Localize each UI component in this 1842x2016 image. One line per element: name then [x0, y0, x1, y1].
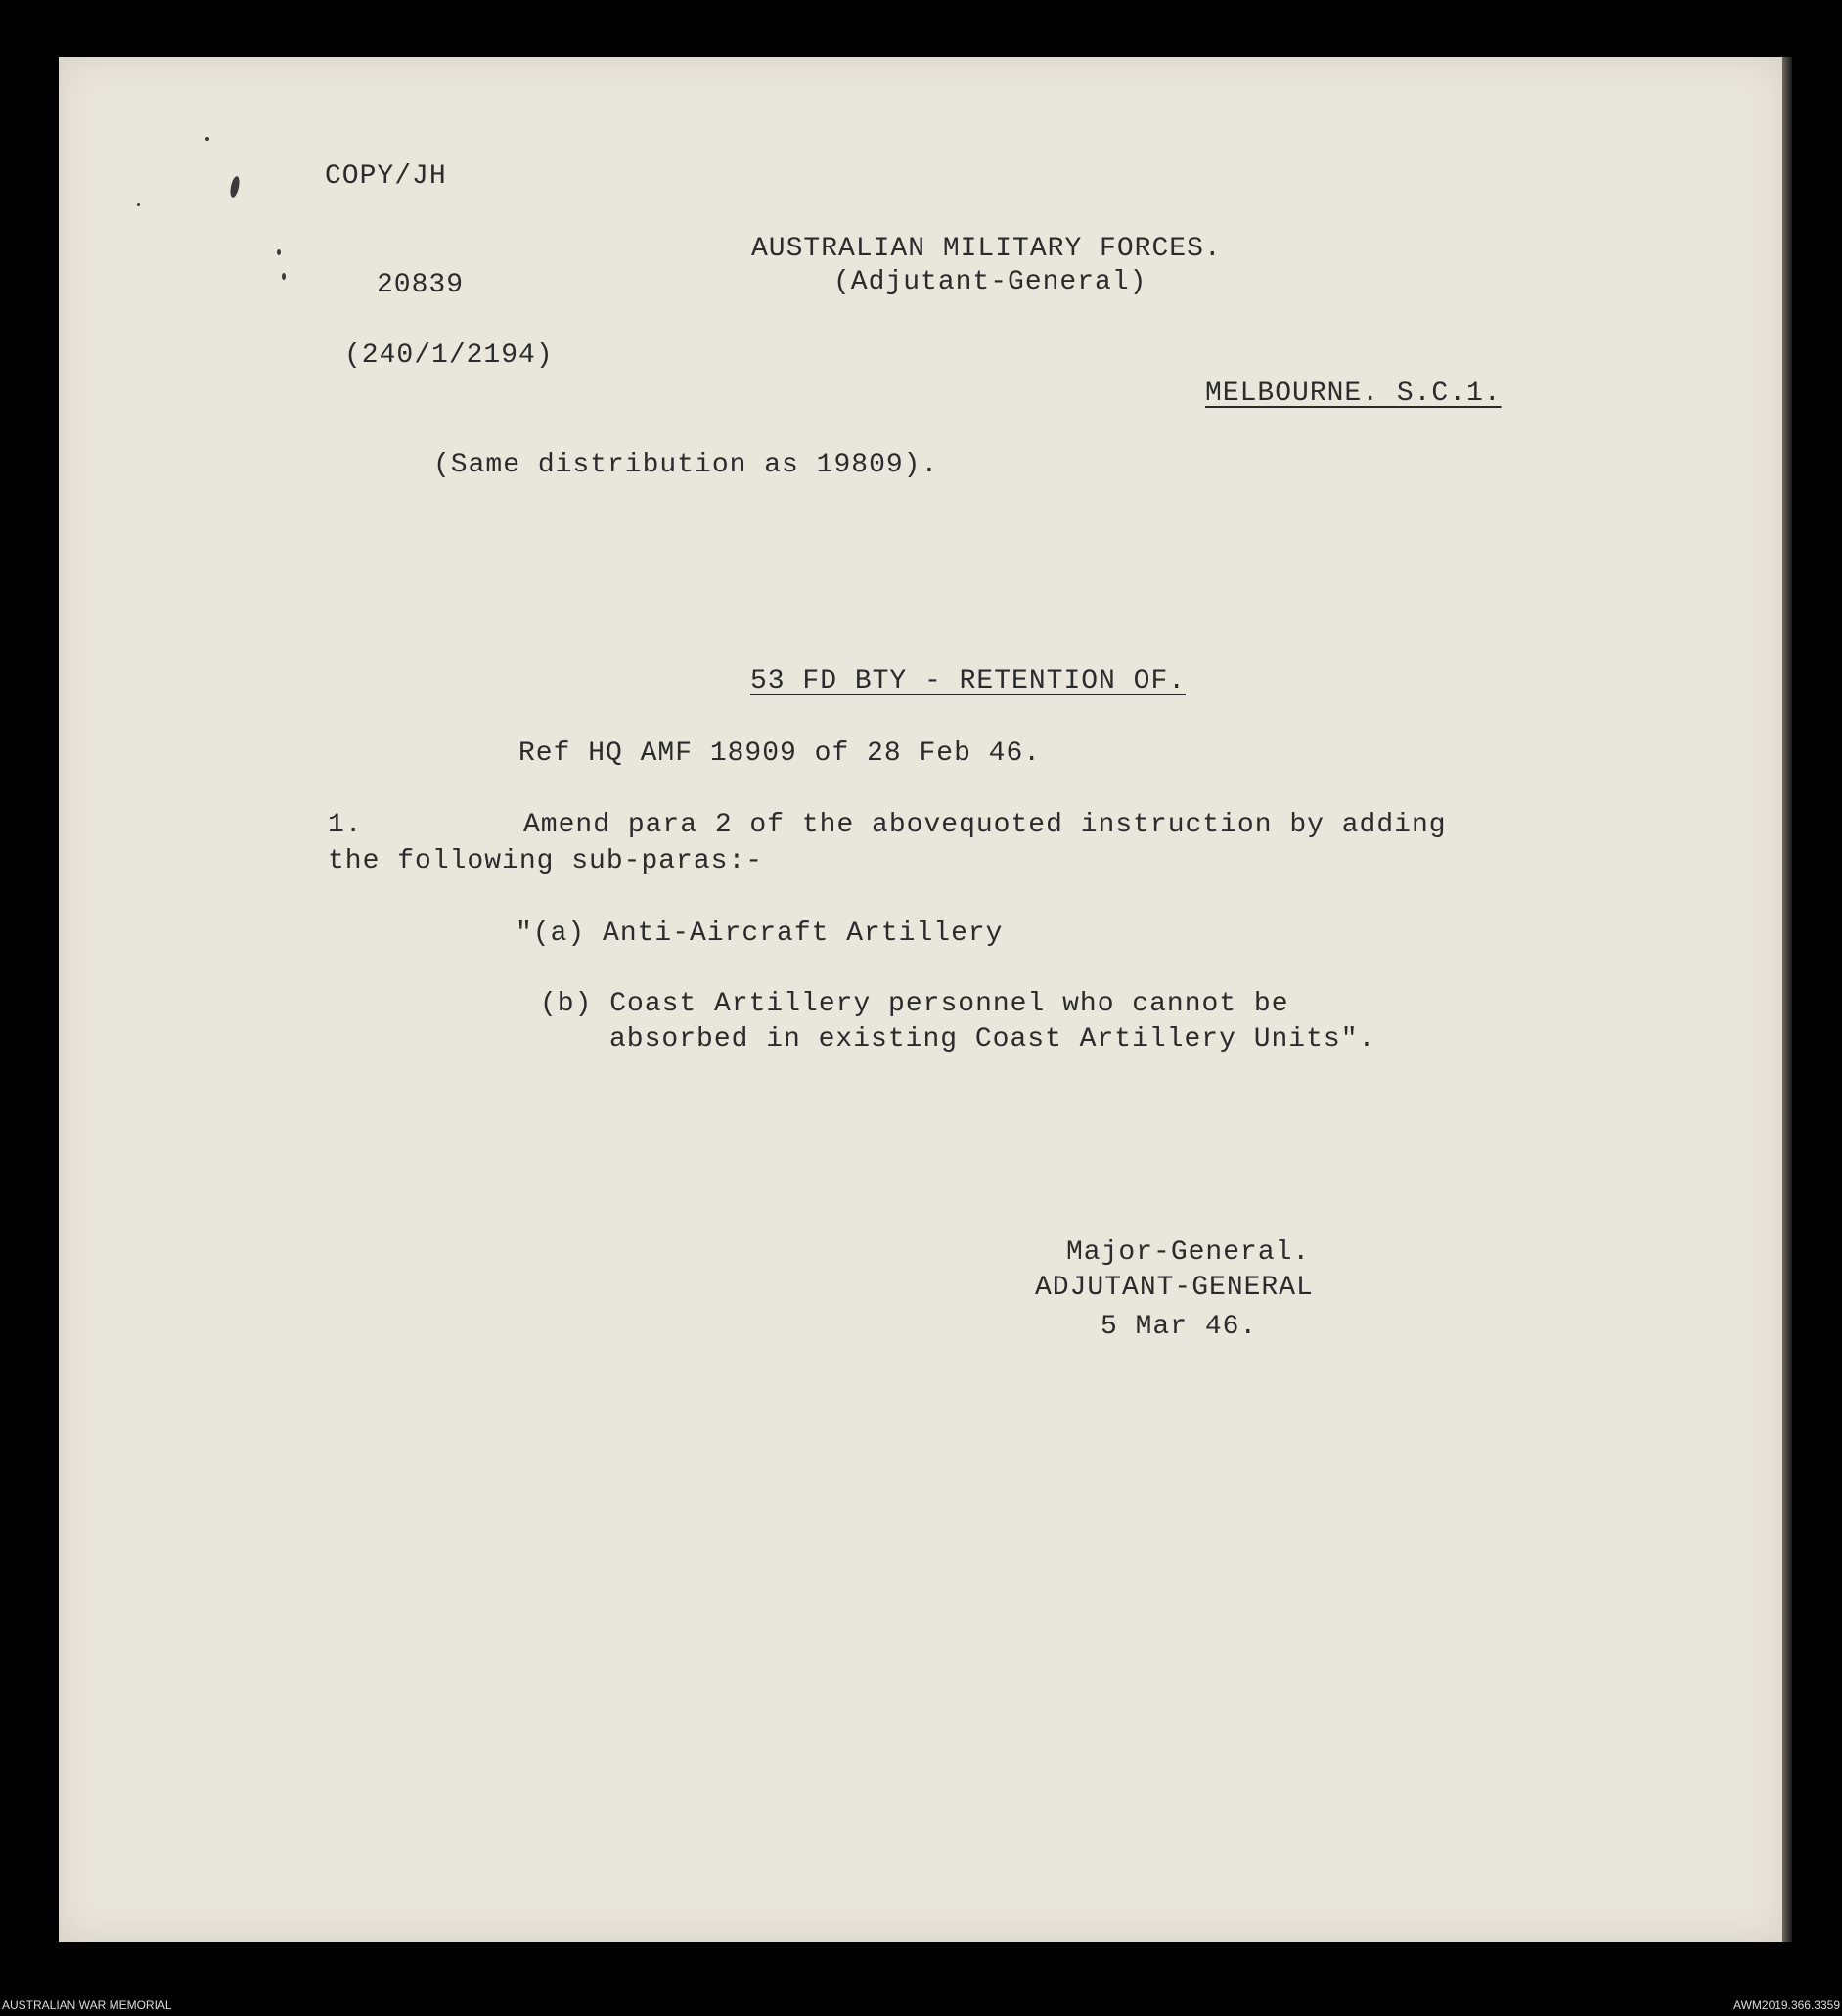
sub-paragraph-b-continued: absorbed in existing Coast Artillery Units". [609, 1024, 1376, 1054]
location: MELBOURNE. S.C.1. [1205, 379, 1502, 409]
staple-mark [205, 137, 209, 141]
sub-paragraph-b: (b) Coast Artillery personnel who cannot be [540, 989, 1289, 1019]
footer-right: AWM2019.366.3359 [1733, 1998, 1840, 2012]
staple-mark [282, 273, 286, 280]
reference-number: (240/1/2194) [344, 340, 554, 371]
signature-rank: Major-General. [1066, 1237, 1311, 1268]
copy-reference: COPY/JH [325, 161, 447, 192]
paragraph-text: Amend para 2 of the abovequoted instruction by adding [523, 810, 1447, 840]
subject-heading: 53 FD BTY - RETENTION OF. [750, 666, 1187, 696]
paragraph-text: the following sub-paras:- [328, 846, 764, 876]
reference-line: Ref HQ AMF 18909 of 28 Feb 46. [518, 739, 1042, 769]
page-edge-shadow [1782, 57, 1792, 1942]
signature-date: 5 Mar 46. [1101, 1312, 1258, 1342]
paragraph-number: 1. [328, 810, 363, 840]
file-number: 20839 [377, 270, 465, 300]
footer-left: AUSTRALIAN WAR MEMORIAL [2, 1998, 172, 2012]
sub-paragraph-a: "(a) Anti-Aircraft Artillery [516, 918, 1004, 949]
distribution-note: (Same distribution as 19809). [433, 450, 939, 480]
organisation-name: AUSTRALIAN MILITARY FORCES. [751, 234, 1222, 264]
staple-mark [137, 203, 140, 206]
signature-title: ADJUTANT-GENERAL [1035, 1273, 1314, 1303]
staple-mark [277, 249, 281, 255]
organisation-branch: (Adjutant-General) [833, 267, 1147, 297]
